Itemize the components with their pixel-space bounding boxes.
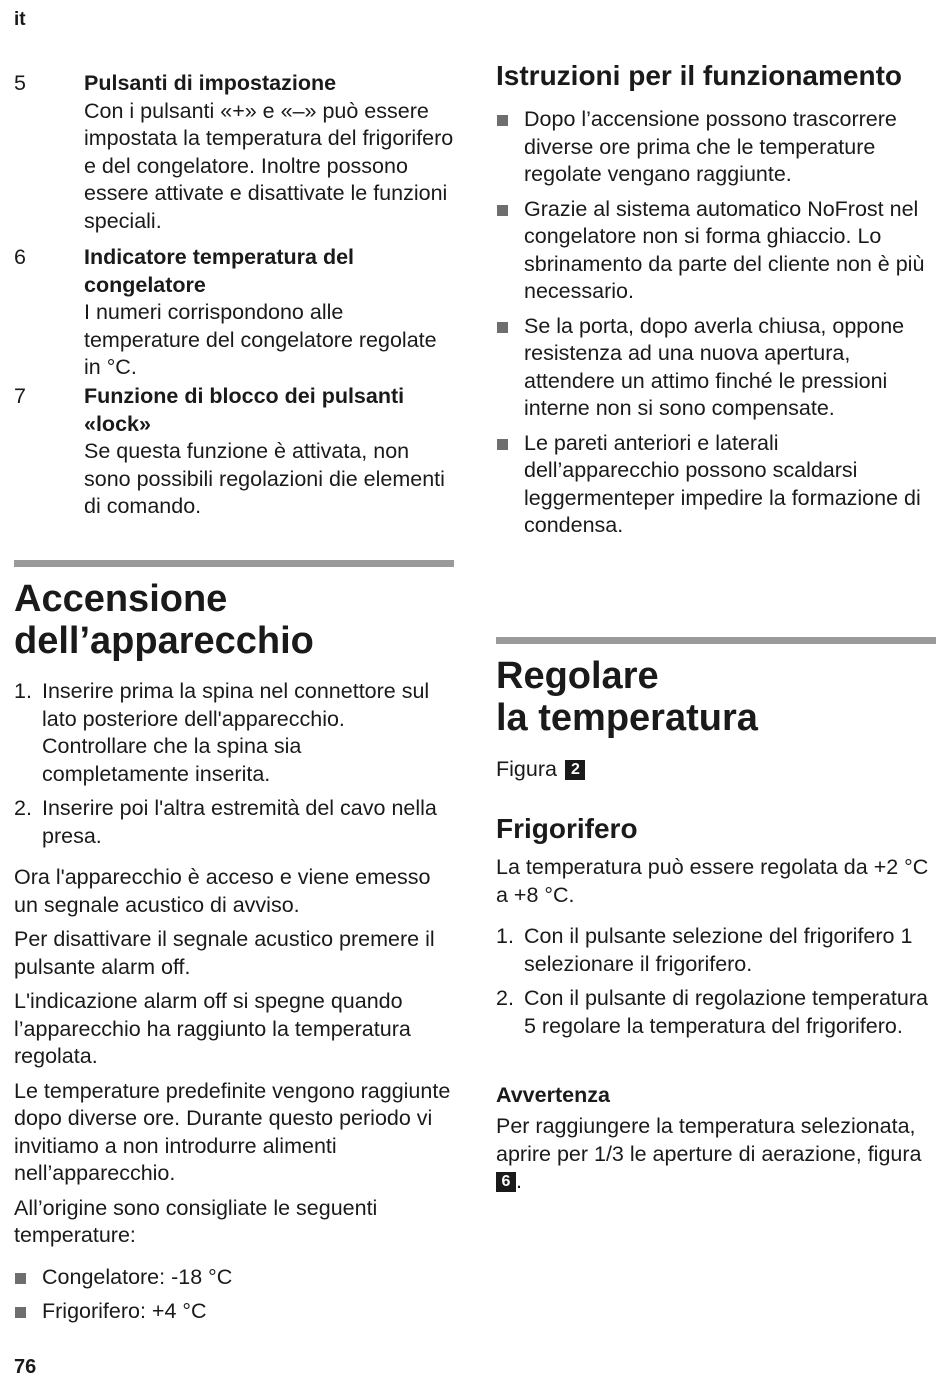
section-title-accensione: Accensione dell’apparecchio	[14, 578, 314, 662]
list-item: 2. Inserire poi l'altra estremità del cavo nella presa.	[14, 796, 437, 848]
section-title-regolare: Regolare la temperatura	[496, 655, 758, 739]
bullet-square-icon	[497, 115, 508, 126]
definition-item-7	[14, 383, 456, 521]
section-divider	[14, 560, 454, 567]
power-on-steps	[14, 678, 454, 1333]
bullet-square-icon	[497, 205, 508, 216]
definition-item-6	[14, 244, 456, 382]
page-number: 76	[14, 1356, 37, 1378]
definition-number: 7	[14, 384, 26, 408]
paragraph: Per disattivare il segnale acustico premere il pulsante alarm off.	[14, 927, 435, 979]
paragraph: All’origine sono consigliate le seguenti temperature:	[14, 1195, 378, 1247]
paragraph: La temperatura può essere regolata da +2 °C a +8 °C.	[496, 855, 929, 907]
paragraph: L'indicazione alarm off si spegne quando l’apparecchio ha raggiunto la temperatura regolata.	[14, 989, 411, 1068]
instructions-list	[496, 106, 936, 547]
list-item: Le pareti anteriori e laterali dell’apparecchio possono scaldarsi leggermenteper impedire la formazione di condensa.	[496, 430, 936, 540]
list-item: Frigorifero: +4 °C	[14, 1298, 454, 1326]
definition-number: 6	[14, 245, 26, 269]
definition-title: Funzione di blocco dei pulsanti «lock»	[84, 384, 405, 436]
list-item: Se la porta, dopo averla chiusa, oppone resistenza ad una nuova apertura, attendere un attimo finché le pressioni interne non si sono compensate.	[496, 313, 936, 423]
list-item: 2. Con il pulsante di regolazione temperatura 5 regolare la temperatura del frigorifero.	[496, 986, 928, 1038]
definition-title: Indicatore temperatura del congelatore	[84, 245, 355, 297]
paragraph: Ora l'apparecchio è acceso e viene emesso un segnale acustico di avviso.	[14, 865, 431, 917]
definition-item-5	[14, 70, 456, 235]
figure-number-badge: 2	[565, 760, 585, 780]
language-code: it	[14, 9, 26, 30]
bullet-square-icon	[497, 322, 508, 333]
list-item: Grazie al sistema automatico NoFrost nel congelatore non si forma ghiaccio. Lo sbrinamento da parte del cliente non è più necessario.	[496, 196, 936, 306]
list-item: Congelatore: -18 °C	[14, 1264, 454, 1292]
instructions-title: Istruzioni per il funzionamento	[496, 60, 902, 91]
note-title: Avvertenza	[496, 1083, 610, 1107]
list-item: 1. Inserire prima la spina nel connettore sul lato posteriore dell'apparecchio. Controllare che la spina sia completamente inserita.	[14, 679, 430, 786]
list-item: Dopo l’accensione possono trascorrere diverse ore prima che le temperature regolate vengano raggiunte.	[496, 106, 936, 189]
figure-number-badge: 6	[496, 1172, 516, 1192]
bullet-square-icon	[15, 1307, 26, 1318]
paragraph: Le temperature predefinite vengono raggiunte dopo diverse ore. Durante questo periodo vi invitiamo a non introdurre alimenti nell’apparecchio.	[14, 1078, 451, 1185]
figure-reference: Figura 2	[496, 756, 936, 784]
definition-title: Pulsanti di impostazione	[84, 71, 337, 95]
section-divider	[496, 637, 936, 644]
fridge-section	[496, 854, 936, 1047]
bullet-square-icon	[15, 1273, 26, 1284]
bullet-square-icon	[497, 439, 508, 450]
definition-text: I numeri corrispondono alle temperature del congelatore regolate in °C.	[84, 300, 437, 379]
definition-text: Se questa funzione è attivata, non sono possibili regolazioni die elementi di comando.	[84, 439, 445, 518]
definition-text: Con i pulsanti «+» e «–» può essere impostata la temperatura del frigorifero e del congelatore. Inoltre possono essere attivate e disattivate le funzioni speciali.	[84, 98, 454, 233]
fridge-title: Frigorifero	[496, 813, 638, 844]
list-item: 1. Con il pulsante selezione del frigorifero 1 selezionare il frigorifero.	[496, 924, 913, 976]
definition-number: 5	[14, 71, 26, 95]
note-text: Per raggiungere la temperatura selezionata, aprire per 1/3 le aperture di aerazione, figura 6 .	[496, 1114, 922, 1193]
